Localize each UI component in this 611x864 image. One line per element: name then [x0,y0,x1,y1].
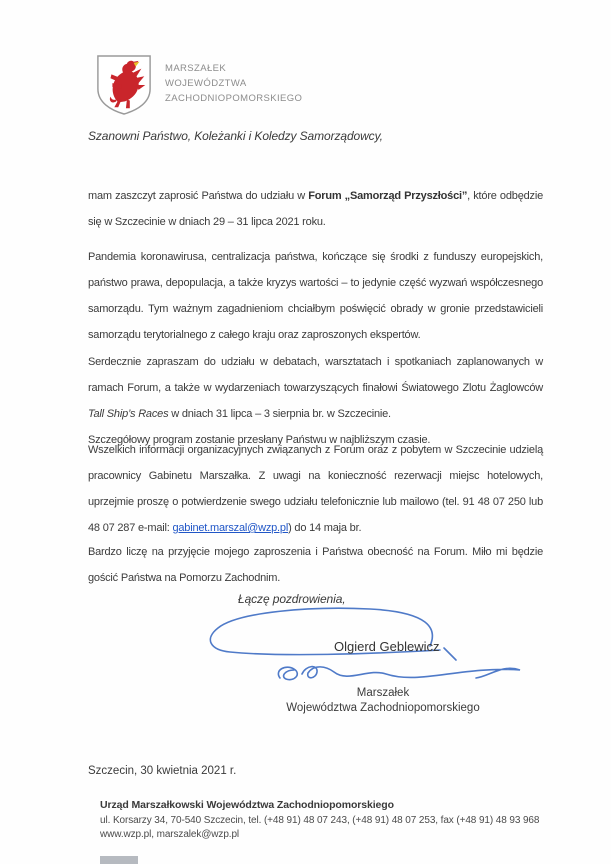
salutation: Szanowni Państwo, Koleżanki i Koledzy Samorządowcy, [88,129,383,143]
bottom-cropped-element [100,856,138,864]
org-name [165,61,302,106]
org-name-line: WOJEWÓDZTWA [165,78,247,89]
signer-title-line: Województwa Zachodniopomorskiego [286,701,480,714]
org-name-line: MARSZAŁEK [165,63,227,74]
footer-org-name: Urząd Marszałkowski Województwa Zachodniopomorskiego [100,799,394,811]
paragraph-text: Serdecznie zapraszam do udziału w debatach, warsztatach i spotkaniach zaplanowanych w ramach Forum, a także w wydarzeniach towarzyszących finałowi Światowego Zlotu Żaglowców Tall Ship’s Races w dniach 31 lipca – 3 sierpnia br. w Szczecinie. [88,356,543,420]
paragraph-text: , które odbędzie się w Szczecinie w dniach 29 – 31 lipca 2021 roku. [88,190,543,228]
footer-web-email: www.wzp.pl, marszalek@wzp.pl [100,829,240,840]
paragraph-contact [88,437,543,541]
tall-ships-races-italic: Tall Ship’s Races [88,408,169,420]
forum-title-bold: Forum „Samorząd Przyszłości” [308,190,468,202]
signer-title [243,686,523,715]
paragraph-farewell: Bardzo liczę na przyjęcie mojego zaproszenia i Państwa obecność na Forum. Miło mi będzie gościć Państwa na Pomorzu Zachodnim. [88,546,543,584]
email-link[interactable]: gabinet.marszal@wzp.pl [172,522,289,534]
paragraph-invitation [88,183,543,235]
dateline: Szczecin, 30 kwietnia 2021 r. [88,765,237,777]
signer-name: Olgierd Geblewicz [334,639,440,654]
closing-phrase: Łączę pozdrowienia, [238,592,346,606]
signer-title-line: Marszałek [356,687,410,699]
coat-of-arms-icon [95,54,153,116]
paragraph-text: Szczegółowy program zostanie przesłany Państwu w najbliższym czasie. [88,434,431,446]
paragraph-text: Wszelkich informacji organizacyjnych związanych z Forum oraz z pobytem w Szczecinie udzielą pracownicy Gabinetu Marszałka. Z uwagi na konieczność rezerwacji miejsc hotelowych, uprzejmie proszę o potwierdzenie swego udziału telefonicznie lub mailowo (tel. 91 48 07 250 lub 48 07 287 e-mail: [88,444,543,534]
paragraph-text: mam zaszczyt zaprosić Państwa do udziału w [88,190,309,202]
paragraph-text: ) do 14 maja br. [288,522,362,534]
org-name-line: ZACHODNIOPOMORSKIEGO [165,93,303,104]
footer-address: ul. Korsarzy 34, 70-540 Szczecin, tel. (+48 91) 48 07 243, (+48 91) 48 07 253, fax (+48 91) 48 93 968 [100,815,540,826]
paragraph-challenges: Pandemia koronawirusa, centralizacja państwa, kończące się środki z funduszy europejskich, państwo prawa, depopulacja, a także kryzys wartości – to jedynie część wyzwań współczesnego samorządu. Tym ważnym zagadnieniom chciałbym poświęcić obrady w gronie przedstawicieli samorządu terytorialnego z całego kraju oraz zaproszonych ekspertów. [88,251,543,341]
letterhead [95,54,302,116]
